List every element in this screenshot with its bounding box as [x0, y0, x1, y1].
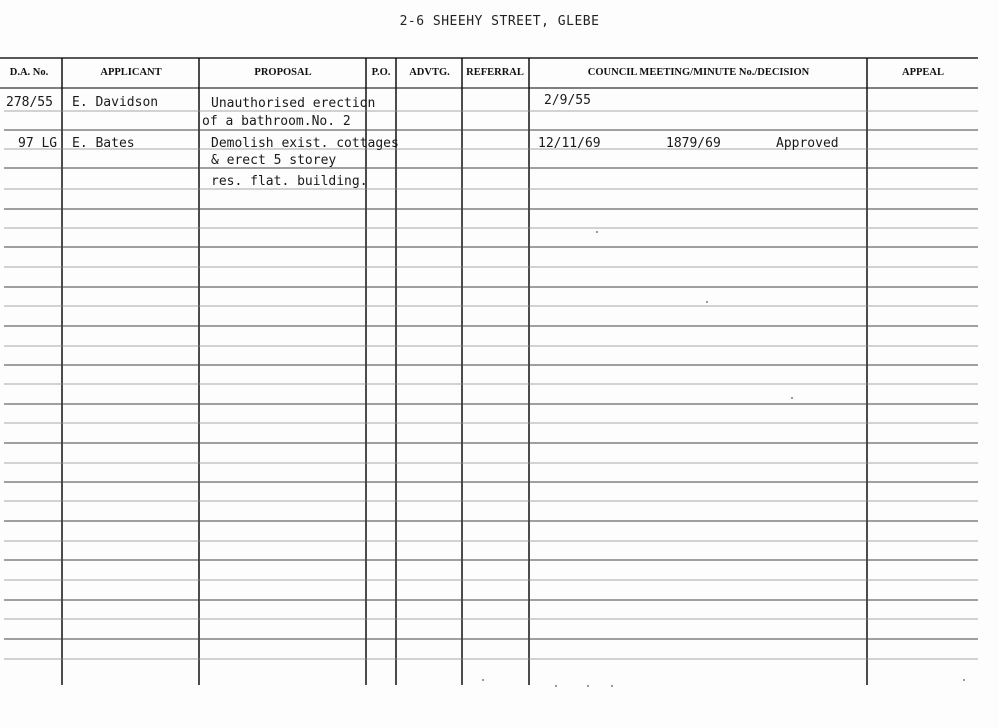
entry-1-proposal-line-2: of a bathroom.No. 2 — [202, 114, 351, 129]
entry-1-applicant: E. Davidson — [72, 95, 159, 110]
entry-1-proposal-line-1: Unauthorised erection — [211, 96, 376, 111]
scan-speck — [963, 679, 965, 681]
header-referral: REFERRAL — [466, 67, 524, 78]
header-advtg: ADVTG. — [409, 67, 450, 78]
entry-2-meeting-date: 12/11/69 — [538, 136, 601, 151]
scan-speck — [587, 685, 589, 687]
entry-2-da-no: 97 LG — [18, 136, 58, 151]
entry-2-proposal-line-1: Demolish exist. cottages — [211, 136, 399, 151]
entry-2-applicant: E. Bates — [72, 136, 135, 151]
header-proposal: PROPOSAL — [254, 67, 312, 78]
scan-speck — [596, 231, 598, 233]
entry-2-proposal-line-3: res. flat. building. — [211, 174, 368, 189]
header-council-decision: COUNCIL MEETING/MINUTE No./DECISION — [587, 67, 810, 78]
header-appeal: APPEAL — [902, 67, 944, 78]
scan-speck — [791, 397, 793, 399]
page-title: 2-6 SHEEHY STREET, GLEBE — [399, 14, 600, 29]
header-da-no: D.A. No. — [9, 67, 49, 78]
entry-2-decision: Approved — [776, 136, 839, 151]
header-applicant: APPLICANT — [100, 67, 162, 78]
scan-speck — [611, 685, 613, 687]
scan-speck — [555, 685, 557, 687]
entry-1-da-no: 278/55 — [6, 95, 53, 110]
entry-2-proposal-line-2: & erect 5 storey — [211, 153, 337, 168]
scan-speck — [482, 679, 484, 681]
scan-speck — [706, 301, 708, 303]
header-po: P.O. — [371, 67, 391, 78]
entry-1-meeting-date: 2/9/55 — [544, 93, 591, 108]
entry-2-minute-no: 1879/69 — [666, 136, 721, 151]
